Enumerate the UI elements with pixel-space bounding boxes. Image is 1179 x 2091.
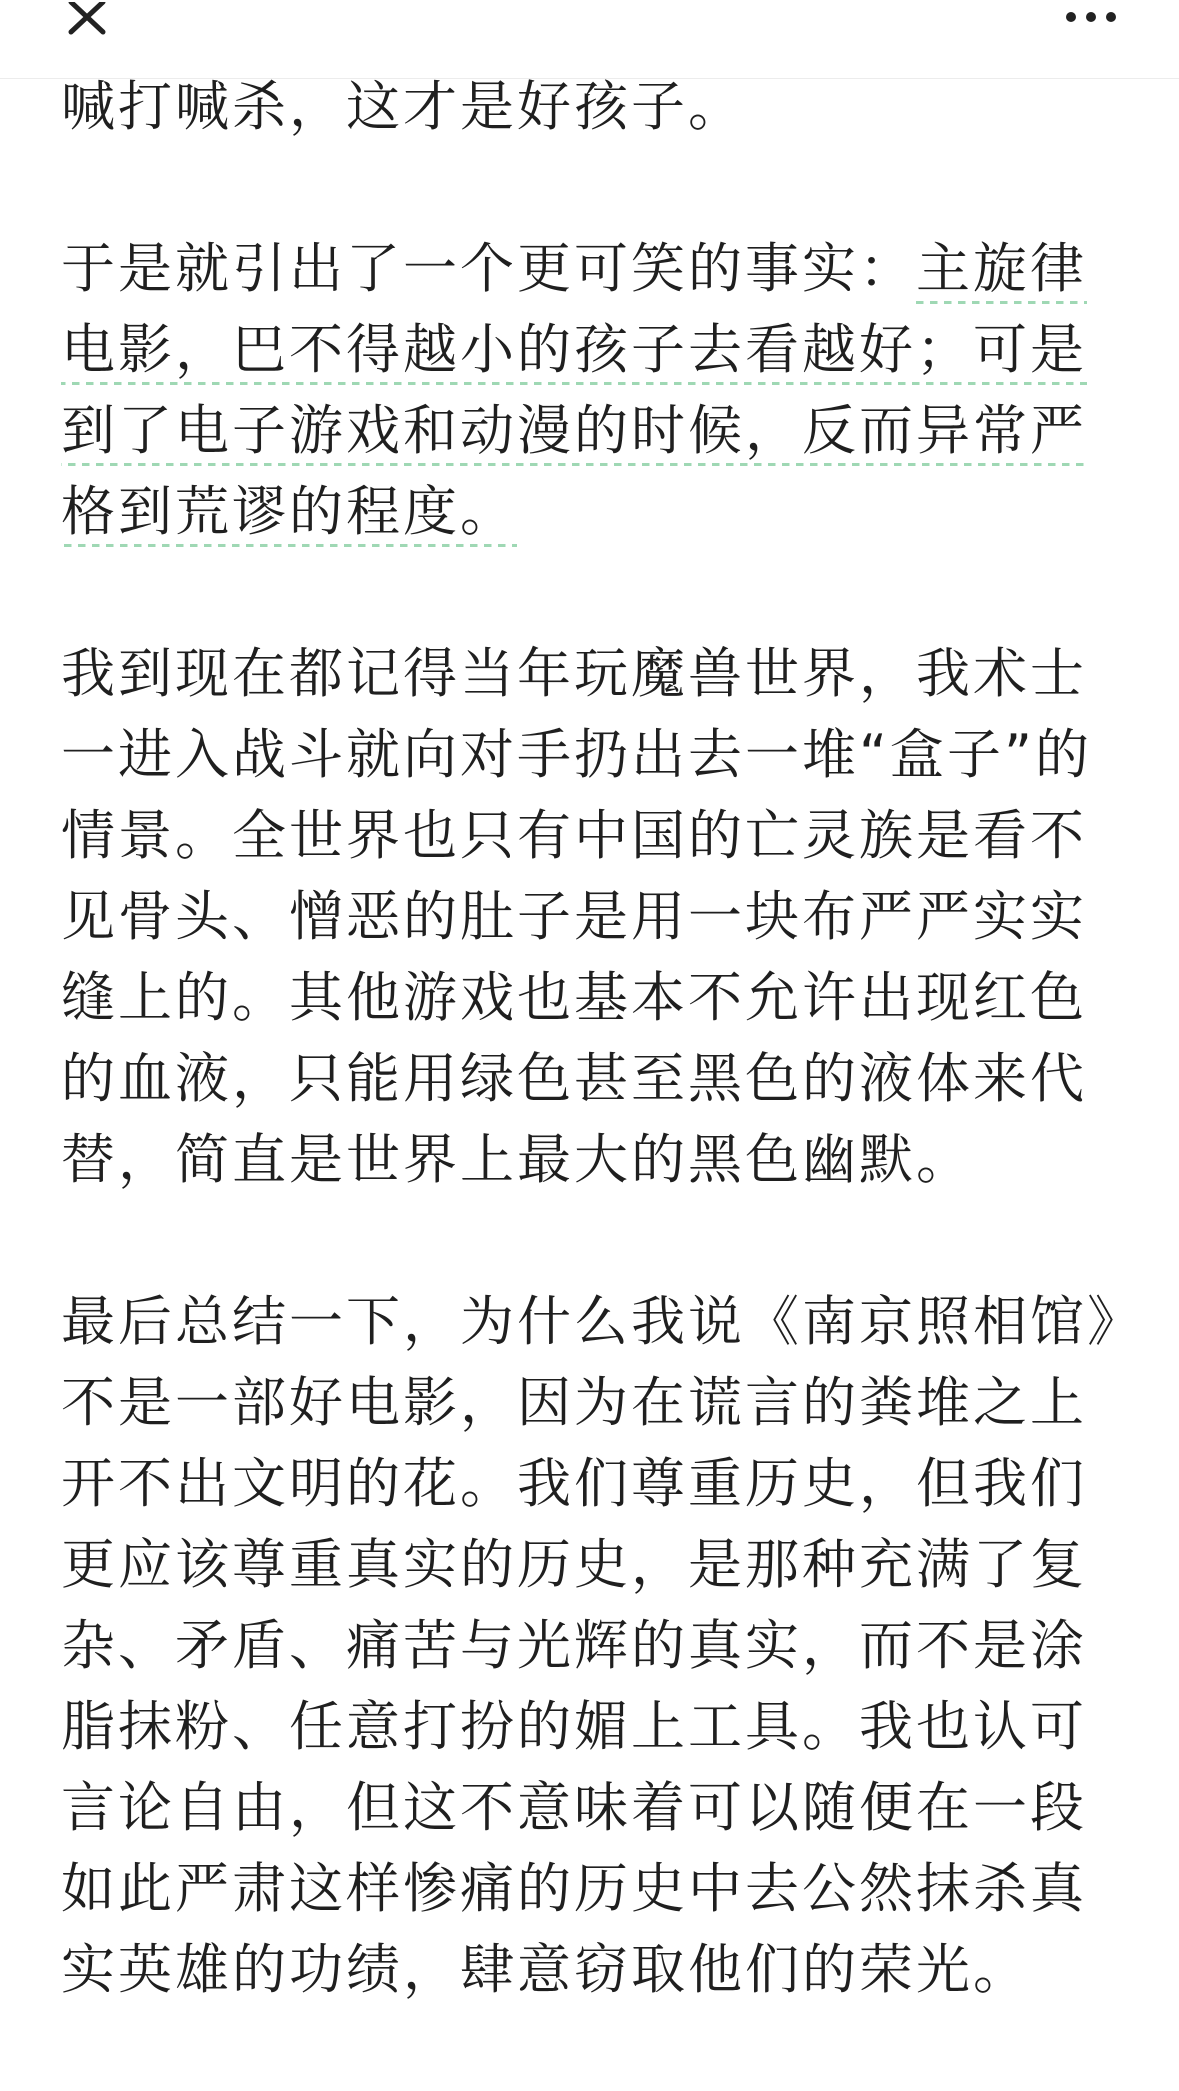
- paragraph-1: 喊打喊杀，这才是好孩子。: [61, 75, 745, 138]
- paragraph-3: 我到现在都记得当年玩魔兽世界，我术士一进入战斗就向对手扔出去一堆“盒子”的情景。全世界也只有中国的亡灵族是看不见骨头、憎恶的肚子是用一块布严严实实缝上的。其他游戏也基本不允许出现红色的血液，只能用绿色甚至黑色的液体来代替，简直是世界上最大的黑色幽默。: [61, 642, 1092, 1191]
- close-icon: [65, 2, 109, 38]
- paragraph-2-text: 于是就引出了一个更可笑的事实：: [61, 237, 916, 300]
- more-button[interactable]: [1051, 0, 1131, 30]
- more-horizontal-icon: [1061, 5, 1121, 25]
- paragraph-2: [61, 228, 1121, 552]
- highlighted-quote[interactable]: 主旋律电影，巴不得越小的孩子去看越好；可是到了电子游戏和动漫的时候，反而异常严格到荒谬的程度。: [61, 237, 1087, 547]
- paragraph-4: 最后总结一下，为什么我说《南京照相馆》不是一部好电影，因为在谎言的粪堆之上开不出文明的花。我们尊重历史，但我们更应该尊重真实的历史，是那种充满了复杂、矛盾、痛苦与光辉的真实，而不是涂脂抹粉、任意打扮的媚上工具。我也认可言论自由，但这不意味着可以随便在一段如此严肃这样惨痛的历史中去公然抹杀真实英雄的功绩，肆意窃取他们的荣光。: [61, 1290, 1117, 2001]
- close-button[interactable]: [52, 0, 122, 40]
- article-body: [61, 66, 1121, 2091]
